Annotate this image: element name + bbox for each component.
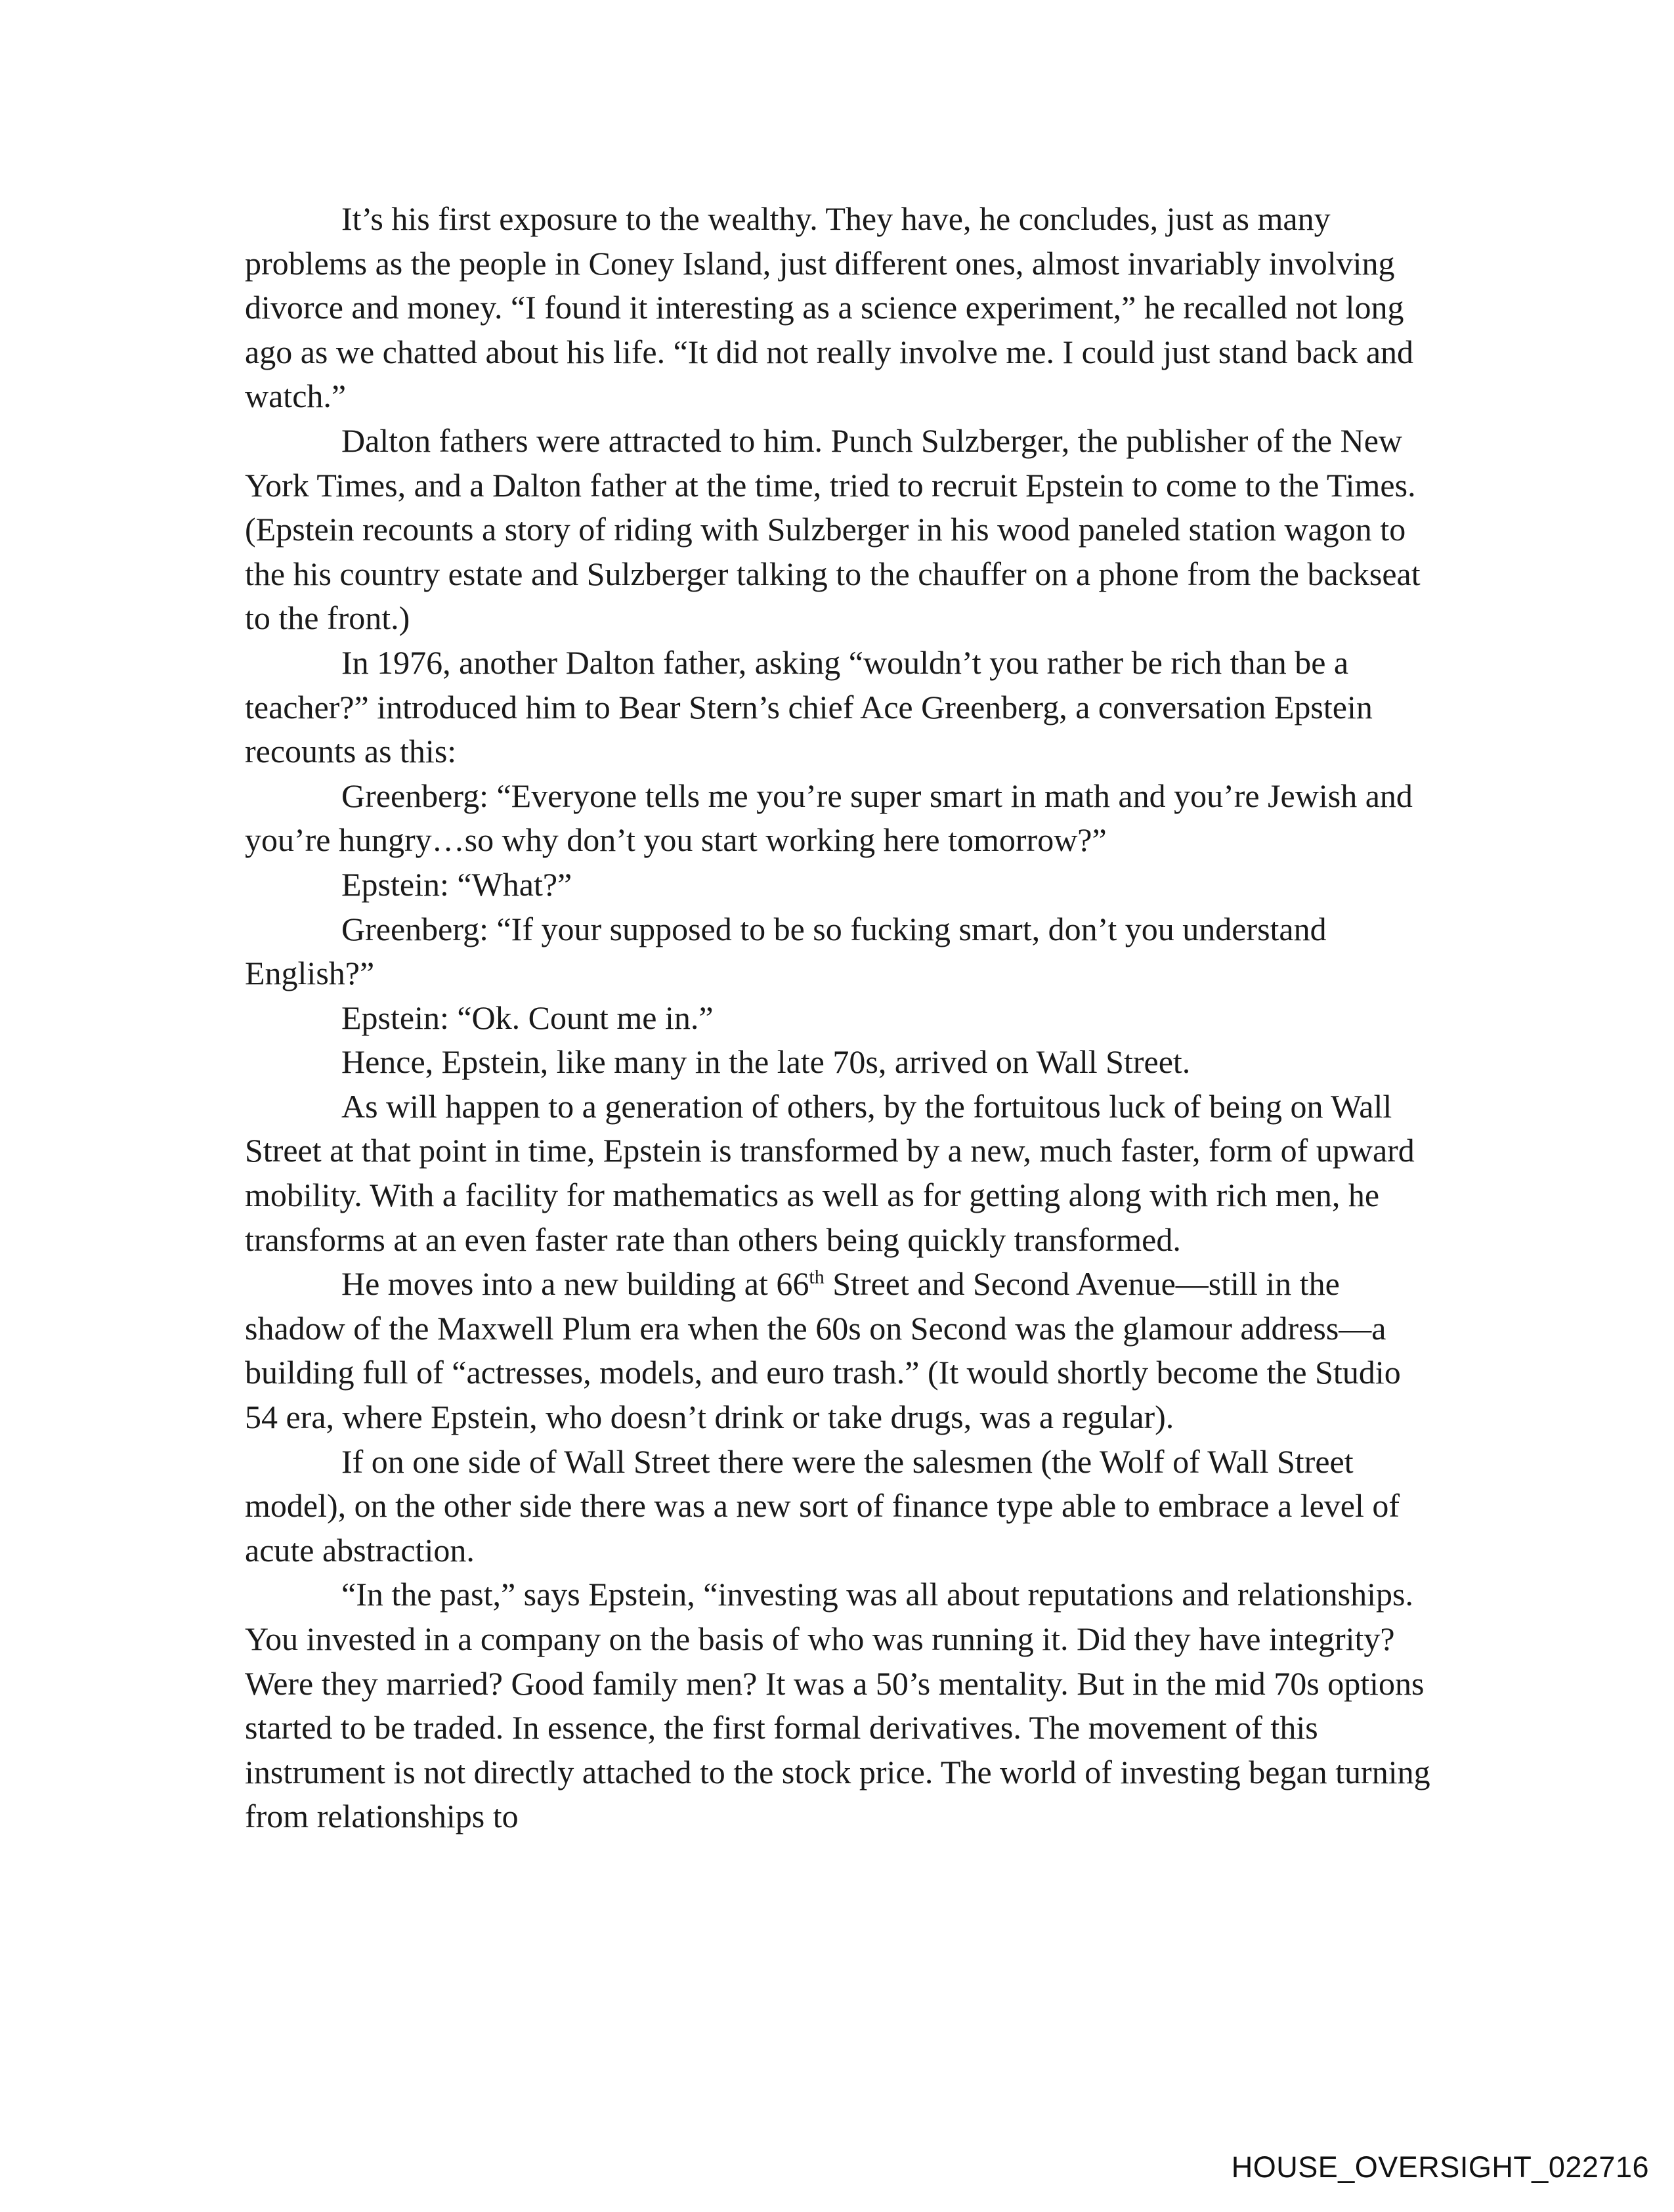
paragraph-new-building-rest: Street and Second Avenue—still in the shadow of the Maxwell Plum era when the 60s on Second was the glamour address—a building full of “actresses, models, and euro trash.” (It would shortly become the Studio 54 era, where Epstein, who doesn’t drink or take drugs, was a regular). — [245, 1265, 1401, 1436]
paragraph-arrived-wall-street: Hence, Epstein, like many in the late 70s, arrived on Wall Street. — [341, 1043, 1191, 1081]
dialogue-epstein-1: Epstein: “What?” — [341, 865, 572, 903]
paragraph-new-building — [245, 1262, 1433, 1439]
paragraph-upward-mobility: As will happen to a generation of others, by the fortuitous luck of being on Wall Street at that point in time, Epstein is transformed by a new, much faster, form of upward mobility. With a facility for mathematics as well as for getting along with rich men, he transforms at an even faster rate than others being quickly transformed. — [245, 1087, 1415, 1258]
paragraph-two-sides-wall-street: If on one side of Wall Street there were the salesmen (the Wolf of Wall Street model), on the other side there was a new sort of finance type able to embrace a level of acute abstraction. — [245, 1442, 1400, 1569]
paragraph-1976-introduction: In 1976, another Dalton father, asking “wouldn’t you rather be rich than be a teacher?” introduced him to Bear Stern’s chief Ace Greenberg, a conversation Epstein recounts as this: — [245, 643, 1373, 770]
dialogue-epstein-2: Epstein: “Ok. Count me in.” — [341, 999, 714, 1036]
paragraph-in-the-past: “In the past,” says Epstein, “investing was all about reputations and relationships. You invested in a company on the basis of who was running it. Did they have integrity? Were they married? Good family men? It was a 50’s mentality. But in the mid 70s options started to be traded. In essence, the first formal derivatives. The movement of this instrument is not directly attached to the stock price. The world of investing began turning from relationships to — [245, 1576, 1430, 1835]
ordinal-suffix: th — [809, 1266, 825, 1288]
dialogue-greenberg-2: Greenberg: “If your supposed to be so fucking smart, don’t you understand English?” — [245, 910, 1327, 992]
bates-number: HOUSE_OVERSIGHT_022716 — [1231, 2150, 1649, 2184]
paragraph-first-exposure: It’s his first exposure to the wealthy. They have, he concludes, just as many problems as the people in Coney Island, just different ones, almost invariably involving divorce and money. “I found it interesting as a science experiment,” he recalled not long ago as we chatted about his life. “It did not really involve me. I could just stand back and watch.” — [245, 200, 1414, 415]
document-body — [245, 197, 1433, 1839]
dialogue-greenberg-1: Greenberg: “Everyone tells me you’re super smart in math and you’re Jewish and you’re hungry…so why don’t you start working here tomorrow?” — [245, 777, 1413, 859]
paragraph-new-building-start: He moves into a new building at 66 — [341, 1265, 809, 1303]
paragraph-dalton-fathers: Dalton fathers were attracted to him. Punch Sulzberger, the publisher of the New York Times, and a Dalton father at the time, tried to recruit Epstein to come to the Times. (Epstein recounts a story of riding with Sulzberger in his wood paneled station wagon to the his country estate and Sulzberger talking to the chauffer on a phone from the backseat to the front.) — [245, 422, 1421, 637]
